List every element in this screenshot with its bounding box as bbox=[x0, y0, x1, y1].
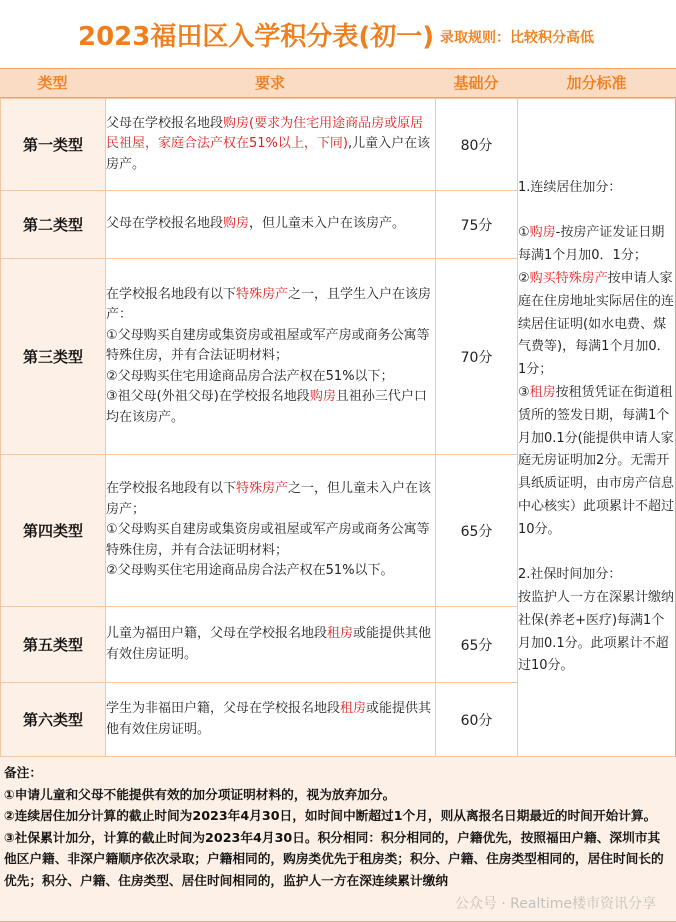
row-requirement bbox=[106, 683, 436, 757]
header-base-score: 基础分 bbox=[453, 74, 499, 92]
header-type: 类型 bbox=[37, 74, 68, 92]
score-table bbox=[0, 98, 676, 757]
highlight-text: 购房 bbox=[529, 225, 556, 241]
text-segment: 父母在学校报名地段 bbox=[106, 216, 224, 232]
note-item: ③社保累计加分，计算的截止时间为2023年4月30日。积分相同：积分相同的，户籍优先，按照福田户籍、深圳市其他区户籍、非深户籍顺序依次录取；户籍相同的，购房类优先于租房类；积分、户籍、住房类型相同的，居住时间长的优先；积分、户籍、住房类型、居住时间相同的，监护人一方在深连续累计缴纳 bbox=[4, 829, 664, 888]
text-segment: 且祖孙三代户口均在该房产。 bbox=[106, 389, 427, 425]
highlight-text: 租房 bbox=[327, 626, 354, 641]
text-segment: 在学校报名地段有以下 bbox=[106, 481, 237, 497]
highlight-text: 购房 bbox=[309, 389, 336, 405]
notes-text bbox=[4, 762, 670, 891]
admission-rule: 录取规则：比较积分高低 bbox=[440, 30, 594, 46]
text-segment: 学生为非福田户籍，父母在学校报名地段 bbox=[106, 701, 341, 716]
text-segment: ①父母购买自建房或集资房或祖屋或军产房或商务公寓等特殊住房，并有合法证明材料； bbox=[106, 522, 430, 558]
row-base-score: 65分 bbox=[436, 455, 518, 607]
text-segment: 之一，但儿童未入户在该房产； bbox=[106, 481, 432, 517]
row-requirement bbox=[106, 99, 436, 191]
row-base-score: 75分 bbox=[436, 191, 518, 259]
header-bonus-standard: 加分标准 bbox=[566, 74, 627, 92]
row-requirement bbox=[106, 191, 436, 259]
row-base-score: 80分 bbox=[436, 99, 518, 191]
row-requirement bbox=[106, 607, 436, 683]
page-title: 2023福田区入学积分表(初一) bbox=[78, 22, 435, 52]
row-type: 第一类型 bbox=[1, 99, 106, 191]
highlight-text: 租房 bbox=[340, 701, 367, 716]
text-segment: 按租赁凭证在街道租赁所的签发日期，每满1个月加0.1分(能提供申请人家庭无房证明加2分。无需开具纸质证明，由市房产信息中心核实）此项累计不超过10分。 bbox=[518, 384, 675, 537]
text-segment: ,儿童入户在该房产。 bbox=[106, 136, 431, 172]
row-requirement bbox=[106, 259, 436, 455]
highlight-text: 特殊房产 bbox=[236, 481, 289, 497]
notes-section bbox=[0, 756, 676, 921]
text-segment: 按监护人一方在深累计缴纳社保(养老+医疗)每满1个月加0.1分。此项累计不超过10分。 bbox=[518, 590, 675, 674]
row-type: 第四类型 bbox=[1, 455, 106, 607]
row-type: 第二类型 bbox=[1, 191, 106, 259]
row-type: 第五类型 bbox=[1, 607, 106, 683]
bonus-standard bbox=[518, 99, 676, 757]
text-segment: -按房产证发证日期每满1个月加0．1分； bbox=[518, 225, 665, 264]
table-row bbox=[1, 99, 676, 191]
text-segment: ①父母购买自建房或集资房或祖屋或军产房或商务公寓等特殊住房，并有合法证明材料； bbox=[106, 327, 430, 364]
note-item: ①申请儿童和父母不能提供有效的加分项证明材料的，视为放弃加分。 bbox=[4, 786, 396, 802]
text-segment: ③ bbox=[518, 384, 530, 400]
text-segment: ，但儿童未入户在该房产。 bbox=[249, 216, 406, 232]
row-type: 第三类型 bbox=[1, 259, 106, 455]
note-item: ②连续居住加分计算的截止时间为2023年4月30日，如时间中断超过1个月，则从离报名日期最近的时间开始计算。 bbox=[4, 808, 657, 823]
text-segment: 儿童为福田户籍，父母在学校报名地段 bbox=[106, 626, 328, 641]
text-segment: 或能提供其他有效住房证明。 bbox=[106, 701, 432, 737]
title-bar bbox=[0, 0, 676, 68]
row-base-score: 65分 bbox=[436, 607, 518, 683]
text-segment: 2.社保时间加分： bbox=[518, 567, 622, 583]
highlight-text: 购买特殊房产 bbox=[529, 270, 608, 286]
row-base-score: 70分 bbox=[436, 259, 518, 455]
notes-heading: 备注： bbox=[4, 765, 43, 780]
highlight-text: 购房 bbox=[223, 216, 250, 232]
row-base-score: 60分 bbox=[436, 683, 518, 757]
text-segment: 或能提供其他有效住房证明。 bbox=[106, 626, 432, 662]
highlight-text: 购房(要求为住宅用途商品房或原居民祖屋，家庭合法产权在51%以上，下同) bbox=[106, 115, 424, 152]
text-segment: ② bbox=[518, 270, 530, 286]
text-segment: ③祖父母(外祖父母)在学校报名地段 bbox=[106, 389, 310, 405]
row-type: 第六类型 bbox=[1, 683, 106, 757]
header-requirement: 要求 bbox=[254, 74, 285, 92]
highlight-text: 特殊房产 bbox=[236, 286, 289, 302]
table-header bbox=[0, 68, 676, 98]
text-segment: 父母在学校报名地段 bbox=[106, 115, 224, 131]
text-segment: ②父母购买住宅用途商品房合法产权在51%以下。 bbox=[106, 563, 394, 579]
text-segment: 之一，且学生入户在该房产： bbox=[106, 286, 432, 323]
text-segment: ① bbox=[518, 225, 530, 241]
highlight-text: 租房 bbox=[529, 384, 556, 400]
text-segment: 1.连续居住加分： bbox=[518, 179, 622, 195]
text-segment: 按申请人家庭在住房地址实际居住的连续居住证明(如水电费、煤气费等)，每满1个月加0．1分； bbox=[518, 270, 675, 378]
text-segment: 在学校报名地段有以下 bbox=[106, 286, 237, 302]
watermark: 公众号 · Realtime楼市资讯分享 bbox=[454, 896, 656, 912]
row-requirement bbox=[106, 455, 436, 607]
text-segment: ②父母购买住宅用途商品房合法产权在51%以下； bbox=[106, 368, 394, 384]
